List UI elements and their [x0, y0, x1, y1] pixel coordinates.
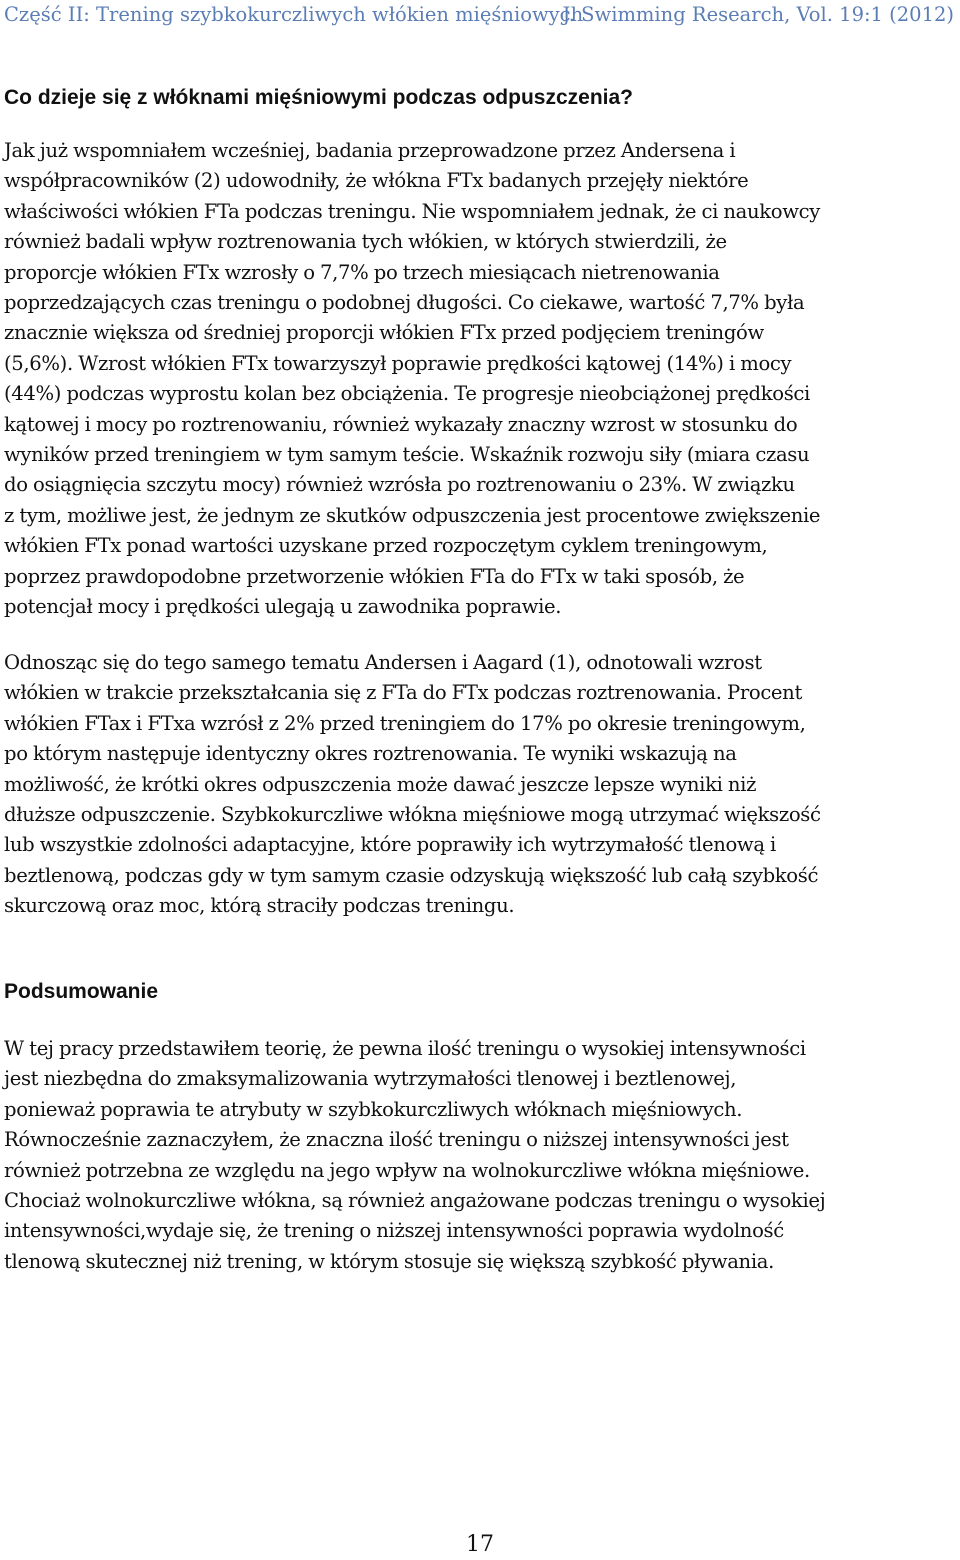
- text-line: beztlenową, podczas gdy w tym samym czasie odzyskują większość lub całą szybkość: [4, 863, 819, 887]
- text-line: właściwości włókien FTa podczas treningu. Nie wspomniałem jednak, że ci naukowcy: [4, 199, 821, 223]
- header-part-title: Część II: Trening szybkokurczliwych włókien mięśniowych: [4, 3, 584, 26]
- text-line: ponieważ poprawia te atrybuty w szybkokurczliwych włóknach mięśniowych.: [4, 1097, 743, 1121]
- text-line: znacznie większa od średniej proporcji włókien FTx przed podjęciem treningów: [4, 321, 764, 345]
- text-line: skurczową oraz moc, którą straciły podczas treningu.: [4, 894, 515, 918]
- text-line: po którym następuje identyczny okres roztrenowania. Te wyniki wskazują na: [4, 742, 737, 766]
- header-journal-citation: J. Swimming Research, Vol. 19:1 (2012): [562, 3, 954, 26]
- text-line: potencjał mocy i prędkości ulegają u zawodnika poprawie.: [4, 595, 562, 619]
- page-number: 17: [466, 1532, 494, 1557]
- text-line: jest niezbędna do zmaksymalizowania wytrzymałości tlenowej i beztlenowej,: [4, 1067, 737, 1091]
- paragraph: [4, 648, 960, 922]
- text-line: włókien w trakcie przekształcania się z FTa do FTx podczas roztrenowania. Procent: [4, 681, 802, 705]
- text-line: wyników przed treningiem w tym samym teście. Wskaźnik rozwoju siły (miara czasu: [4, 443, 810, 467]
- text-line: intensywności,wydaje się, że trening o niższej intensywności poprawia wydolność: [4, 1219, 784, 1243]
- text-line: Odnosząc się do tego samego tematu Andersen i Aagard (1), odnotowali wzrost: [4, 651, 762, 674]
- text-line: poprzez prawdopodobne przetworzenie włókien FTa do FTx w taki sposób, że: [4, 564, 745, 588]
- paragraph: [4, 1034, 960, 1277]
- text-line: (5,6%). Wzrost włókien FTx towarzyszył poprawie prędkości kątowej (14%) i mocy: [4, 351, 792, 375]
- text-line: włókien FTx ponad wartości uzyskane przed rozpoczętym cyklem treningowym,: [4, 534, 768, 558]
- text-line: proporcje włókien FTx wzrosły o 7,7% po trzech miesiącach nietrenowania: [4, 260, 720, 284]
- text-line: kątowej i mocy po roztrenowaniu, również wykazały znaczny wzrost w stosunku do: [4, 412, 798, 436]
- text-line: współpracowników (2) udowodniły, że włókna FTx badanych przejęły niektóre: [4, 169, 749, 193]
- text-line: W tej pracy przedstawiłem teorię, że pewna ilość treningu o wysokiej intensywności: [4, 1037, 806, 1060]
- text-line: Równocześnie zaznaczyłem, że znaczna ilość treningu o niższej intensywności jest: [4, 1128, 789, 1152]
- text-line: możliwość, że krótki okres odpuszczenia może dawać jeszcze lepsze wyniki niż: [4, 772, 757, 796]
- text-line: również badali wpływ roztrenowania tych włókien, w których stwierdzili, że: [4, 230, 727, 254]
- running-header: [4, 1, 954, 29]
- text-line: lub wszystkie zdolności adaptacyjne, które poprawiły ich wytrzymałość tlenową i: [4, 833, 776, 857]
- text-line: z tym, możliwe jest, że jednym ze skutków odpuszczenia jest procentowe zwiększenie: [4, 503, 821, 527]
- paragraph: [4, 136, 960, 623]
- text-line: do osiągnięcia szczytu mocy) również wzrósła po roztrenowaniu o 23%. W związku: [4, 473, 795, 497]
- text-line: poprzedzających czas treningu o podobnej długości. Co ciekawe, wartość 7,7% była: [4, 291, 805, 315]
- text-line: również potrzebna ze względu na jego wpływ na wolnokurczliwe włókna mięśniowe.: [4, 1158, 810, 1182]
- text-line: (44%) podczas wyprostu kolan bez obciążenia. Te progresje nieobciążonej prędkości: [4, 382, 810, 406]
- text-line: dłuższe odpuszczenie. Szybkokurczliwe włókna mięśniowe mogą utrzymać większość: [4, 803, 821, 827]
- text-line: Jak już wspomniałem wcześniej, badania przeprowadzone przez Andersena i: [4, 139, 736, 162]
- section-heading-fibers-during-taper: Co dzieje się z włóknami mięśniowymi podczas odpuszczenia?: [4, 86, 633, 109]
- text-line: tlenową skutecznej niż trening, w którym stosuje się większą szybkość pływania.: [4, 1249, 774, 1273]
- text-line: Chociaż wolnokurczliwe włókna, są również angażowane podczas treningu o wysokiej: [4, 1189, 826, 1213]
- text-line: włókien FTax i FTxa wzrósł z 2% przed treningiem do 17% po okresie treningowym,: [4, 711, 806, 735]
- section-heading-summary: Podsumowanie: [4, 980, 159, 1003]
